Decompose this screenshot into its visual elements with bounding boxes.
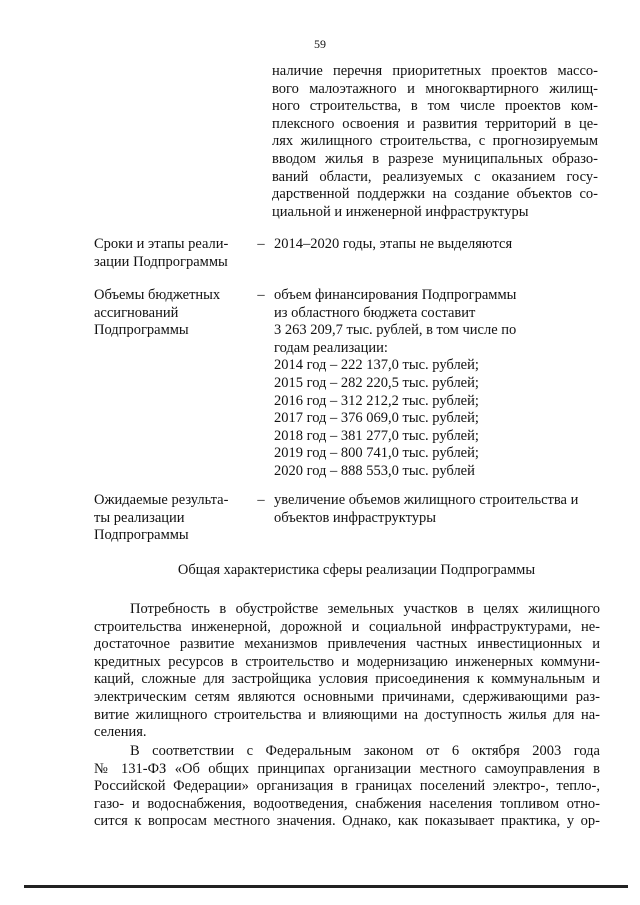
value-line: 2014–2020 годы, этапы не выделяются [274,236,513,252]
budget-year-line: 2020 год – 888 553,0 тыс. рублей [274,462,475,479]
value-line: годам реализации: [274,339,388,356]
continued-text-block [272,63,598,221]
section-results-dash: – [257,492,265,508]
page-bottom-rule [24,885,628,888]
budget-year-line: 2019 год – 800 741,0 тыс. рублей; [274,445,479,462]
text-line: кредитных ресурсов в строительство и модернизацию инженерных коммуни- [94,653,600,670]
paragraph-1 [94,601,600,742]
text-line: плексного освоения и развития территорий в це- [272,115,598,132]
label-line: Подпрограммы [94,527,189,544]
value-line: из областного бюджета составит [274,304,476,321]
text-line: циальной и инженерной инфраструктуры [272,203,529,220]
text-line: Потребность в обустройстве земельных участков в целях жилищного [130,601,600,617]
text-line: достаточное развитие механизмов привлечения частных инвестиционных и [94,636,600,653]
budget-year-line: 2014 год – 222 137,0 тыс. рублей; [274,357,479,374]
value-line: увеличение объемов жилищного строительства и [274,492,579,508]
text-line: селения. [94,724,147,741]
value-line: 3 263 209,7 тыс. рублей, в том числе по [274,322,517,339]
label-line: ассигнований [94,304,179,321]
section-heading: Общая характеристика сферы реализации Подпрограммы [177,562,536,578]
text-line: Российской Федерации» организация в границах поселений электро-, тепло-, [94,778,600,795]
text-line: дарственной поддержки на создание объектов со- [272,186,598,203]
label-line: Сроки и этапы реали- [94,236,229,252]
section-terms-label [94,236,254,271]
section-terms-dash: – [257,236,265,252]
text-line: № 131-ФЗ «Об общих принципах организации местного самоуправления в [94,760,600,777]
text-line: В соответствии с Федеральным законом от 6 октября 2003 года [130,743,600,759]
section-terms-value [274,236,602,254]
page-number: 59 [314,37,326,51]
text-line: вого малоэтажного и многоквартирного жилищ- [272,80,598,97]
section-budget-dash: – [257,287,265,303]
text-line: ного строительства, в том числе проектов ком- [272,98,598,115]
budget-year-line: 2015 год – 282 220,5 тыс. рублей; [274,374,479,391]
text-line: ваний области, реализуемых с оказанием госу- [272,168,598,185]
text-line: сится к вопросам местного значения. Однако, как показывает практика, у ор- [94,813,600,830]
label-line: Подпрограммы [94,322,189,339]
paragraph-2 [94,743,600,831]
budget-year-line: 2016 год – 312 212,2 тыс. рублей; [274,392,479,409]
section-results-value [274,492,602,527]
budget-year-line: 2018 год – 381 277,0 тыс. рублей; [274,427,479,444]
label-line: Объемы бюджетных [94,287,221,303]
section-results-label [94,492,254,545]
value-line: объектов инфраструктуры [274,509,437,526]
text-line: вводом жилья в разрезе муниципальных образо- [272,150,598,167]
value-line: объем финансирования Подпрограммы [274,287,517,303]
section-budget-value [274,287,602,481]
text-line: строительства инженерной, дорожной и социальной инфраструктурами, не- [94,618,600,635]
label-line: ты реализации [94,509,185,526]
text-line: витие жилищного строительства и влияющими на доступность жилья для на- [94,706,600,723]
text-line: каций, сложные для застройщика условия присоединения к коммунальным и [94,671,600,688]
text-line: лях жилищного строительства, с прогнозируемым [272,133,598,150]
text-line: наличие перечня приоритетных проектов массо- [272,63,598,79]
label-line: зации Подпрограммы [94,253,228,270]
budget-year-line: 2017 год – 376 069,0 тыс. рублей; [274,410,479,427]
section-budget-label [94,287,254,340]
text-line: газо- и водоснабжения, водоотведения, снабжения населения топливом отно- [94,795,600,812]
text-line: электрическим сетям являются основными причинами, сдерживающими раз- [94,688,600,705]
label-line: Ожидаемые результа- [94,492,229,508]
